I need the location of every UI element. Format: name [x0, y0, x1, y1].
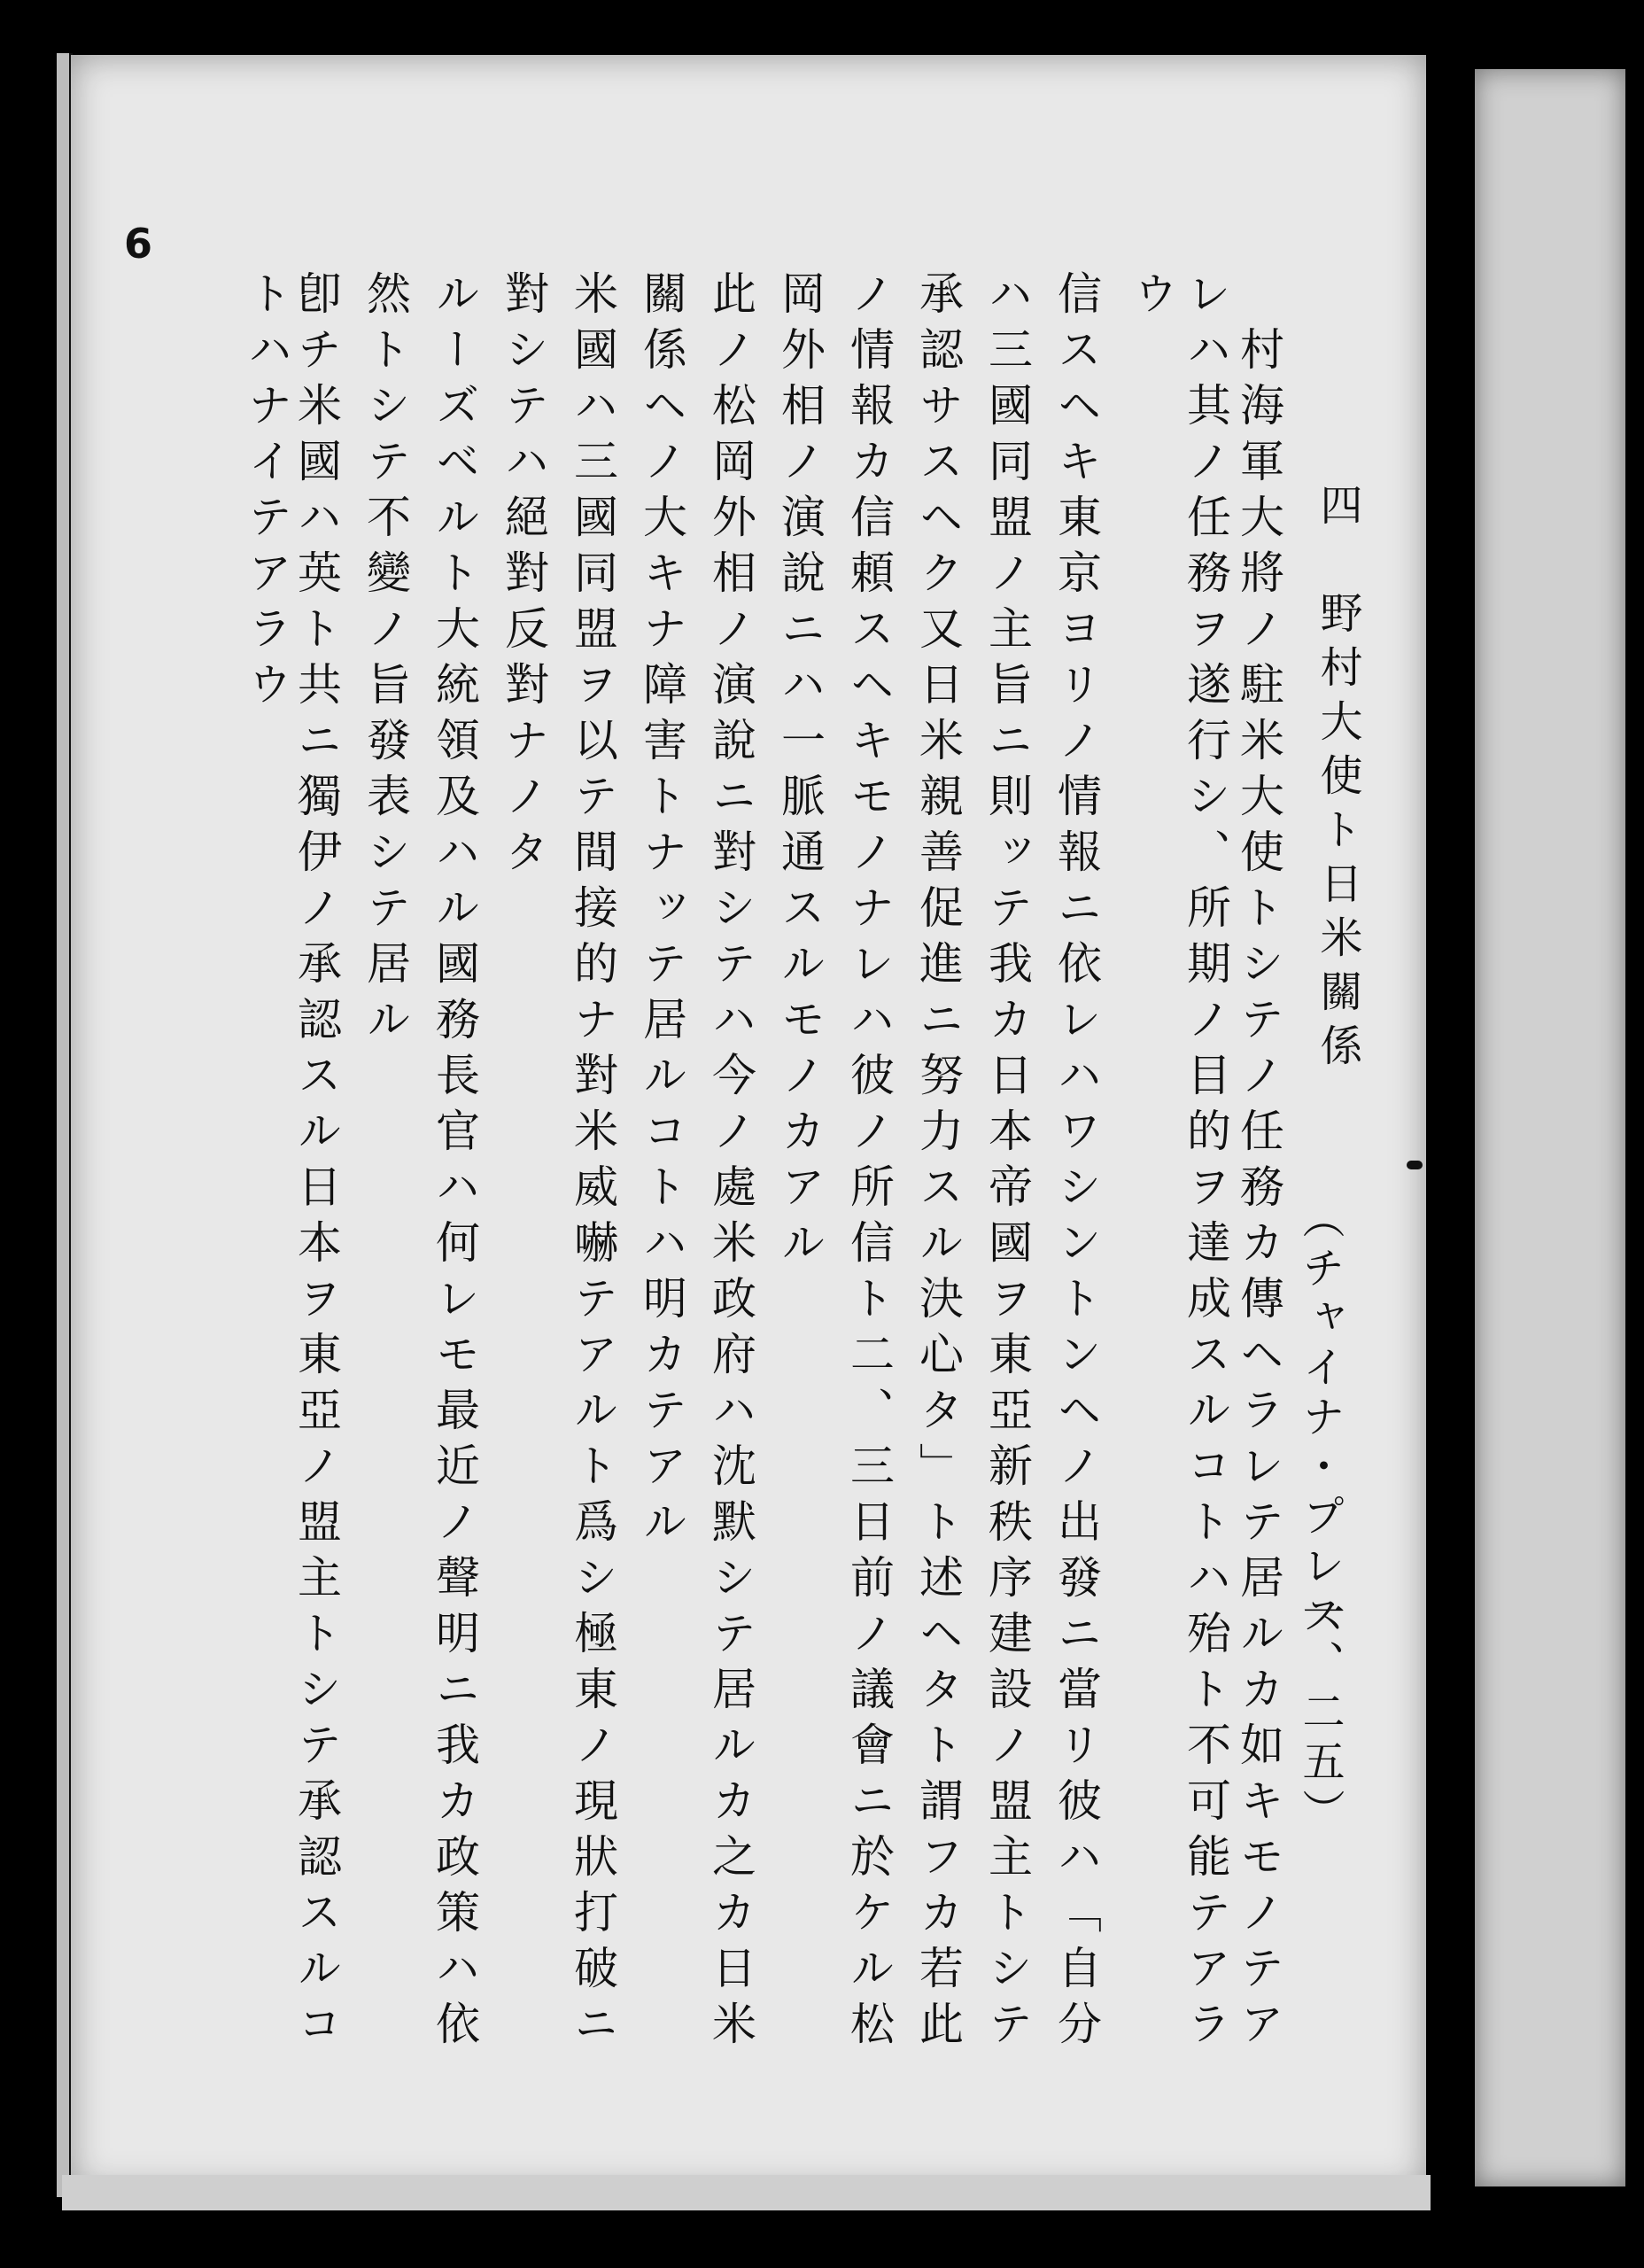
source-publication: （チャイナ・プレス	[1295, 1196, 1345, 1643]
text-column-10: 關係ヘノ大キナ障害トナッテ居ルコトハ明カテアル	[636, 270, 687, 1554]
binding-mark	[1407, 1161, 1423, 1169]
text-column-15: 卽チ米國ハ英ト共ニ獨伊ノ承認スル日本ヲ東亞ノ盟主トシテ承認スルコ	[291, 270, 342, 2056]
text-column-2: レハ其ノ任務ヲ遂行シ、所期ノ目的ヲ達成スルコトハ殆ト不可能テアラ	[1180, 270, 1231, 2056]
page-bottom-edge	[62, 2175, 1431, 2210]
text-column-7: ノ情報カ信頼スヘキモノナレハ彼ノ所信ト二、三日前ノ議會ニ於ケル松	[843, 270, 895, 2056]
text-column-8: 岡外相ノ演說ニハ一脈通スルモノカアル	[774, 270, 826, 1275]
text-column-6: 承認サスヘク又日米親善促進ニ努力スル決心タ」ト述ヘタト謂フカ若此	[912, 270, 964, 2056]
adjacent-page-edge	[1475, 69, 1625, 2186]
text-column-14: 然トシテ不變ノ旨發表シテ居ル	[360, 270, 411, 1052]
text-column-16: トハナイテアラウ	[241, 270, 292, 717]
text-column-11: 米國ハ三國同盟ヲ以テ間接的ナ對米威嚇テアルト爲シ極東ノ現狀打破ニ	[567, 270, 618, 2056]
text-column-3: ウ	[1127, 270, 1178, 326]
text-column-9: 此ノ松岡外相ノ演說ニ對シテハ今ノ處米政府ハ沈默シテ居ルカ之カ日米	[705, 270, 756, 2056]
text-column-1: 村海軍大將ノ駐米大使トシテノ任務カ傳ヘラレテ居ルカ如キモノテア	[1233, 326, 1284, 2056]
text-column-5: ハ三國同盟ノ主旨ニ則ッテ我カ日本帝國ヲ東亞新秩序建設ノ盟主トシテ	[981, 270, 1033, 2056]
source-date: 一、二五）	[1295, 1590, 1345, 1838]
page-number: 6	[124, 220, 153, 268]
text-column-12: 對シテハ絕對反對ナノタ	[498, 270, 549, 884]
text-column-4: 信スヘキ東京ヨリノ情報ニ依レハワシントンヘノ出發ニ當リ彼ハ「自分	[1051, 270, 1102, 2056]
text-column-13: ルーズベルト大統領及ハル國務長官ハ何レモ最近ノ聲明ニ我カ政策ハ依	[429, 270, 480, 2056]
section-heading: 四 野村大使ト日米關係	[1313, 483, 1362, 1077]
